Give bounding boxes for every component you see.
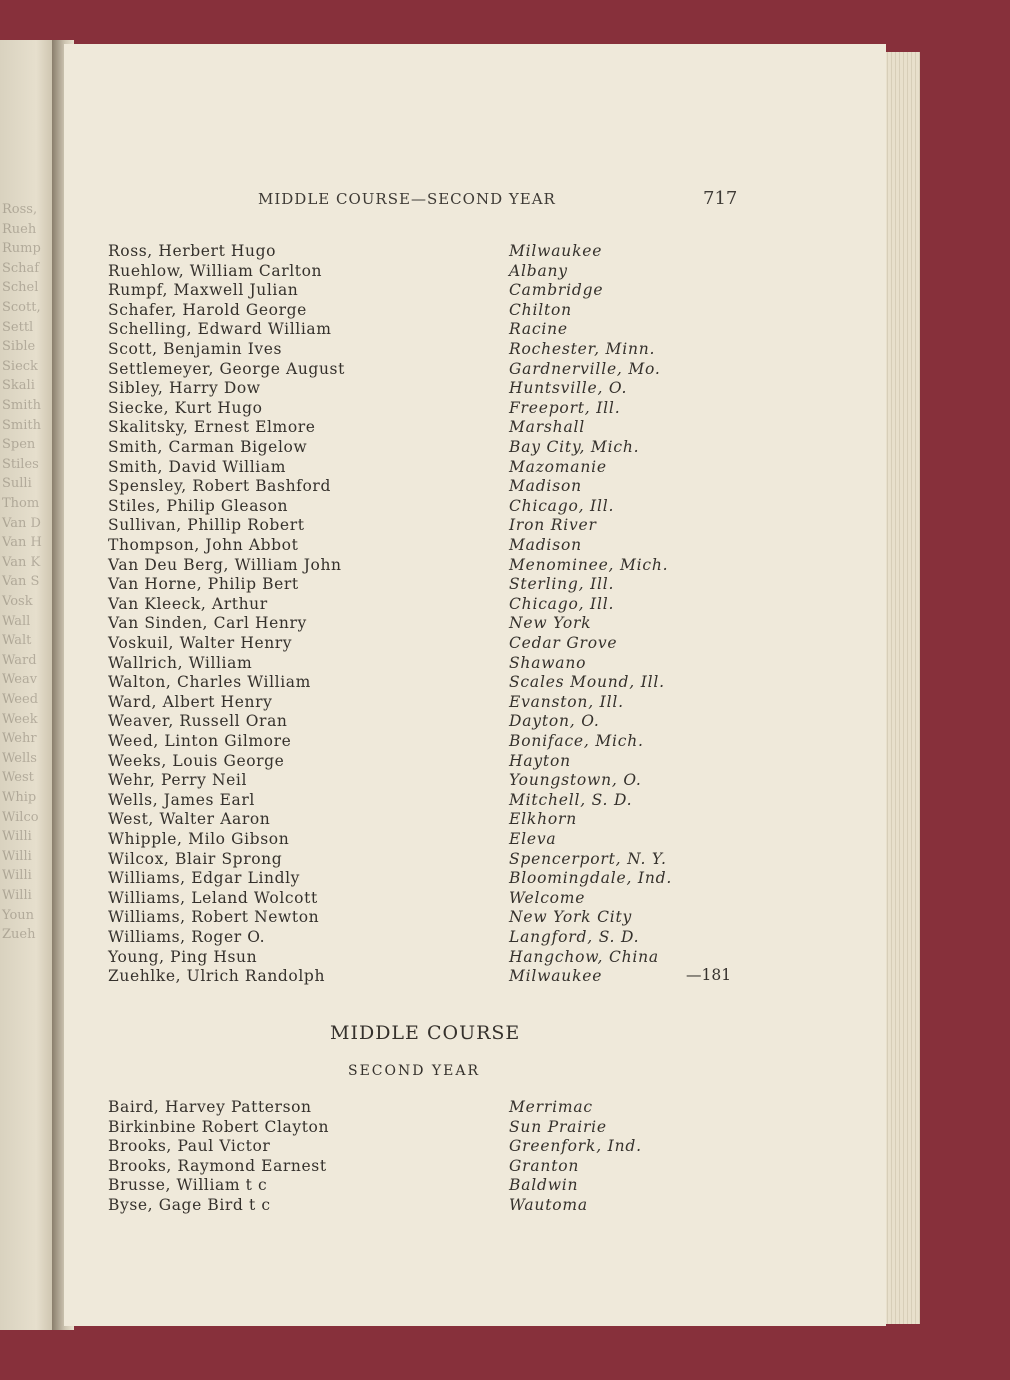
student-name: Williams, Robert Newton: [108, 908, 320, 927]
student-name: Weeks, Louis George: [108, 751, 285, 770]
student-hometown: Merrimac: [509, 1098, 593, 1116]
student-row: [108, 458, 748, 478]
student-row: [108, 1118, 748, 1138]
student-name: Byse, Gage Bird t c: [108, 1196, 271, 1214]
student-name: Sibley, Harry Dow: [108, 379, 261, 398]
facing-page-fragment: West: [2, 770, 34, 786]
facing-page-fragment: Sieck: [2, 358, 38, 374]
student-row: [108, 614, 748, 634]
student-hometown: Sun Prairie: [509, 1117, 607, 1136]
student-row: [108, 242, 748, 262]
student-hometown: Shawano: [509, 653, 587, 672]
student-row: [108, 712, 748, 732]
facing-page-fragment: Weav: [2, 672, 38, 688]
facing-page-fragment: Wells: [2, 750, 37, 766]
student-name: Whipple, Milo Gibson: [108, 830, 290, 848]
facing-page-fragment: Wall: [2, 613, 31, 629]
student-hometown: Gardnerville, Mo.: [509, 359, 661, 378]
student-row: [108, 928, 748, 948]
student-row: [108, 830, 748, 850]
facing-page-fragment: Sulli: [2, 476, 32, 492]
student-hometown: Baldwin: [509, 1176, 579, 1195]
student-row: [108, 908, 748, 928]
student-name: Williams, Leland Wolcott: [108, 888, 318, 907]
student-hometown: Langford, S. D.: [509, 928, 640, 946]
student-name: Birkinbine Robert Clayton: [108, 1117, 330, 1136]
student-hometown: Menominee, Mich.: [509, 555, 669, 574]
student-hometown: Boniface, Mich.: [509, 732, 644, 750]
student-total: —181: [686, 966, 732, 984]
student-name: Voskuil, Walter Henry: [108, 634, 293, 652]
student-name: Thompson, John Abbot: [108, 536, 299, 554]
student-hometown: Cambridge: [509, 281, 604, 300]
facing-page-fragment: Zueh: [2, 927, 36, 943]
student-hometown: New York City: [509, 908, 633, 927]
student-hometown: Racine: [509, 320, 568, 339]
student-name: West, Walter Aaron: [108, 810, 271, 829]
running-head: MIDDLE COURSE—SECOND YEAR: [258, 190, 556, 208]
student-name: Wehr, Perry Neil: [108, 771, 248, 790]
student-hometown: Chicago, Ill.: [509, 594, 615, 613]
student-row: [108, 771, 748, 791]
student-row: [108, 869, 748, 889]
facing-page-fragment: Week: [2, 711, 38, 727]
student-hometown: Elkhorn: [509, 810, 577, 829]
student-row: [108, 320, 748, 340]
student-row: [108, 791, 748, 811]
facing-page-fragment: Van D: [2, 515, 41, 531]
facing-page-fragment: Smith: [2, 417, 41, 433]
student-hometown: Wautoma: [509, 1196, 588, 1214]
student-name: Schafer, Harold George: [108, 300, 307, 319]
facing-page-fragment: Ross,: [2, 202, 38, 217]
student-hometown: Milwaukee: [509, 967, 603, 986]
student-row: [108, 360, 748, 380]
student-hometown: Hayton: [509, 751, 571, 770]
student-row: [108, 634, 748, 654]
student-name: Brusse, William t c: [108, 1176, 268, 1195]
student-name: Van Sinden, Carl Henry: [108, 614, 307, 633]
student-hometown: Rochester, Minn.: [509, 340, 656, 358]
student-hometown: Hangchow, China: [509, 947, 659, 966]
student-hometown: Madison: [509, 536, 582, 554]
facing-page-fragment: Willi: [2, 829, 32, 845]
student-hometown: Chicago, Ill.: [509, 496, 615, 515]
student-name: Brooks, Raymond Earnest: [108, 1156, 327, 1175]
student-hometown: Bay City, Mich.: [509, 438, 640, 456]
student-row: [108, 340, 748, 360]
facing-page-fragment: Rueh: [2, 221, 37, 237]
student-row: [108, 850, 748, 870]
student-name: Weed, Linton Gilmore: [108, 732, 292, 750]
student-name: Scott, Benjamin Ives: [108, 340, 283, 358]
student-name: Ward, Albert Henry: [108, 692, 273, 711]
facing-page-fragment: Rump: [2, 241, 41, 257]
facing-page-fragment: Willi: [2, 888, 32, 903]
facing-page-fragment: Weed: [2, 692, 39, 707]
student-row: [108, 967, 748, 987]
student-row: [108, 556, 748, 576]
student-hometown: Mazomanie: [509, 457, 607, 476]
student-name: Weaver, Russell Oran: [108, 712, 288, 731]
student-row: [108, 1157, 748, 1177]
student-row: [108, 281, 748, 301]
student-row: [108, 301, 748, 321]
student-hometown: Welcome: [509, 888, 586, 907]
student-name: Ruehlow, William Carlton: [108, 261, 323, 280]
student-hometown: Evanston, Ill.: [509, 692, 624, 711]
student-name: Zuehlke, Ulrich Randolph: [108, 967, 326, 986]
facing-page-fragment: Schel: [2, 280, 39, 296]
facing-page-fragment: Van K: [2, 554, 41, 570]
student-row: [108, 810, 748, 830]
facing-page-fragment: Ward: [2, 652, 37, 668]
student-row: [108, 262, 748, 282]
student-row: [108, 673, 748, 693]
facing-page-fragment: Spen: [2, 437, 36, 453]
student-name: Van Deu Berg, William John: [108, 555, 342, 574]
student-hometown: Huntsville, O.: [509, 379, 628, 398]
student-name: Schelling, Edward William: [108, 320, 332, 339]
student-name: Rumpf, Maxwell Julian: [108, 281, 299, 300]
student-name: Van Horne, Philip Bert: [108, 575, 299, 594]
facing-page-fragment: Settl: [2, 319, 34, 335]
student-hometown: Eleva: [509, 830, 557, 848]
student-name: Wells, James Earl: [108, 790, 255, 809]
student-name: Ross, Herbert Hugo: [108, 242, 277, 260]
facing-page-fragment: Stiles: [2, 456, 39, 472]
student-name: Settlemeyer, George August: [108, 359, 345, 378]
facing-page-fragment: Schaf: [2, 260, 40, 276]
student-name: Spensley, Robert Bashford: [108, 477, 331, 496]
student-hometown: Scales Mound, Ill.: [509, 673, 665, 692]
student-name: Skalitsky, Ernest Elmore: [108, 418, 316, 437]
student-hometown: Milwaukee: [509, 242, 603, 260]
student-hometown: New York: [509, 614, 592, 633]
section-title: MIDDLE COURSE: [330, 1022, 521, 1044]
facing-page-fragment: Skali: [2, 378, 35, 394]
student-name: Siecke, Kurt Hugo: [108, 398, 263, 417]
student-row: [108, 516, 748, 536]
student-hometown: Iron River: [509, 516, 597, 535]
facing-page-fragment: Thom: [2, 496, 40, 511]
facing-page-fragment: Wilco: [2, 809, 39, 825]
facing-page-fragment: Walt: [2, 633, 32, 649]
facing-page-fragment: Willi: [2, 868, 32, 884]
student-hometown: Marshall: [509, 418, 586, 437]
student-name: Smith, David William: [108, 457, 286, 476]
student-hometown: Madison: [509, 477, 582, 496]
student-hometown: Sterling, Ill.: [509, 575, 615, 594]
student-row: [108, 1196, 748, 1216]
student-hometown: Granton: [509, 1156, 580, 1175]
student-row: [108, 418, 748, 438]
student-hometown: Mitchell, S. D.: [509, 790, 633, 809]
student-name: Wilcox, Blair Sprong: [108, 849, 283, 868]
student-row: [108, 438, 748, 458]
student-row: [108, 948, 748, 968]
student-hometown: Chilton: [509, 300, 572, 319]
student-row: [108, 693, 748, 713]
student-row: [108, 1176, 748, 1196]
section-subtitle: SECOND YEAR: [348, 1063, 481, 1079]
student-name: Van Kleeck, Arthur: [108, 594, 268, 613]
student-hometown: Cedar Grove: [509, 634, 618, 652]
facing-page-fragment: Vosk: [2, 594, 33, 609]
facing-page-fragment: Van S: [2, 574, 40, 590]
page-number: 717: [703, 188, 738, 209]
student-row: [108, 1098, 748, 1118]
student-name: Williams, Roger O.: [108, 928, 266, 946]
student-hometown: Freeport, Ill.: [509, 398, 621, 417]
student-name: Smith, Carman Bigelow: [108, 438, 308, 456]
facing-page-fragment: Scott,: [2, 300, 41, 315]
facing-page-fragment: Van H: [2, 535, 42, 551]
student-hometown: Youngstown, O.: [509, 771, 642, 790]
student-row: [108, 752, 748, 772]
facing-page-fragment: Whip: [2, 790, 37, 805]
facing-page-fragment: Wehr: [2, 731, 37, 747]
student-name: Young, Ping Hsun: [108, 947, 258, 966]
student-name: Stiles, Philip Gleason: [108, 496, 289, 515]
student-hometown: Spencerport, N. Y.: [509, 849, 667, 868]
student-row: [108, 1137, 748, 1157]
student-name: Brooks, Paul Victor: [108, 1137, 271, 1156]
facing-page-fragment: Smith: [2, 398, 41, 413]
student-row: [108, 654, 748, 674]
student-row: [108, 379, 748, 399]
student-row: [108, 595, 748, 615]
facing-page-fragment: Willi: [2, 848, 32, 864]
page-edges: [880, 52, 920, 1324]
student-name: Baird, Harvey Patterson: [108, 1098, 312, 1116]
student-name: Wallrich, William: [108, 653, 253, 672]
student-row: [108, 536, 748, 556]
student-row: [108, 399, 748, 419]
student-hometown: Greenfork, Ind.: [509, 1137, 642, 1156]
facing-page-edge: [0, 40, 52, 1330]
student-row: [108, 497, 748, 517]
student-hometown: Albany: [509, 261, 568, 280]
student-row: [108, 889, 748, 909]
student-row: [108, 477, 748, 497]
student-hometown: Dayton, O.: [509, 712, 600, 731]
student-name: Sullivan, Phillip Robert: [108, 516, 305, 535]
student-hometown: Bloomingdale, Ind.: [509, 869, 673, 888]
facing-page-fragment: Sible: [2, 339, 36, 355]
student-name: Walton, Charles William: [108, 673, 311, 692]
student-name: Williams, Edgar Lindly: [108, 869, 301, 888]
student-row: [108, 575, 748, 595]
student-row: [108, 732, 748, 752]
facing-page-fragment: Youn: [2, 907, 35, 923]
